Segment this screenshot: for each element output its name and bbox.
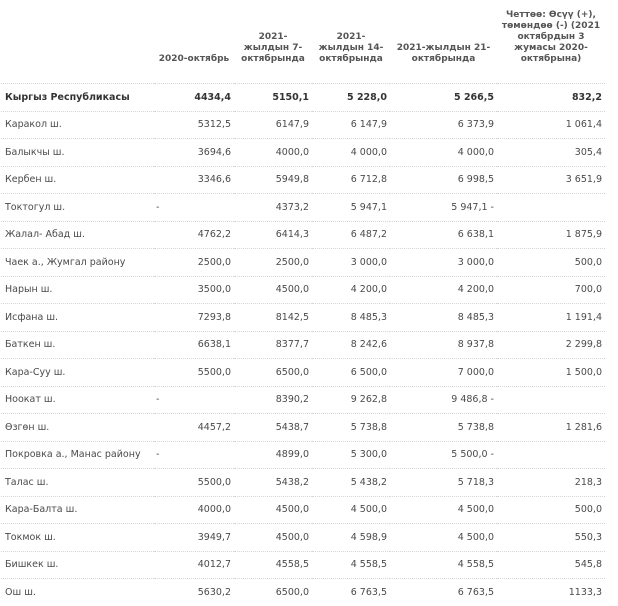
header-2021-oct-14: 2021-жылдын 14-октябрында	[318, 32, 384, 64]
table-row	[1, 304, 605, 332]
value-oct21-cell: 5 500,0 -	[390, 441, 497, 469]
header-2020-october: 2020-октябрь	[158, 54, 230, 64]
value-2020-cell: 3346,6	[154, 166, 234, 194]
value-oct14-cell: 4 598,9	[312, 524, 390, 552]
value-2020-cell: 4762,2	[154, 221, 234, 249]
location-cell: Исфана ш.	[1, 304, 154, 332]
location-cell: Чаек а., Жумгал району	[1, 249, 154, 277]
deviation-cell: 832,2	[497, 84, 605, 112]
value-oct14-cell: 4 500,0	[312, 496, 390, 524]
value-2020-cell: 3949,7	[154, 524, 234, 552]
value-oct7-cell: 8142,5	[234, 304, 312, 332]
deviation-cell: 1 061,4	[497, 111, 605, 139]
value-2020-cell: 2500,0	[154, 249, 234, 277]
value-oct7-cell: 8377,7	[234, 331, 312, 359]
location-cell: Жалал- Абад ш.	[1, 221, 154, 249]
deviation-cell: 305,4	[497, 139, 605, 167]
value-2020-cell: -	[154, 386, 234, 414]
table-row	[1, 331, 605, 359]
value-oct14-cell: 5 228,0	[312, 84, 390, 112]
location-cell: Кыргыз Республикасы	[1, 84, 154, 112]
deviation-cell: 2 299,8	[497, 331, 605, 359]
location-cell: Кара-Балта ш.	[1, 496, 154, 524]
header-2021-oct-21: 2021-жылдын 21-октябрында	[396, 43, 491, 64]
value-oct14-cell: 5 947,1	[312, 194, 390, 222]
value-2020-cell: 7293,8	[154, 304, 234, 332]
value-oct21-cell: 8 937,8	[390, 331, 497, 359]
value-oct7-cell: 6500,0	[234, 359, 312, 387]
value-oct7-cell: 6500,0	[234, 579, 312, 606]
value-oct14-cell: 5 738,8	[312, 414, 390, 442]
value-oct21-cell: 6 373,9	[390, 111, 497, 139]
value-oct7-cell: 5438,7	[234, 414, 312, 442]
value-oct21-cell: 7 000,0	[390, 359, 497, 387]
value-2020-cell: 5500,0	[154, 469, 234, 497]
table-row	[1, 441, 605, 469]
deviation-cell: 1 875,9	[497, 221, 605, 249]
value-oct21-cell: 5 266,5	[390, 84, 497, 112]
table-row	[1, 359, 605, 387]
table-row	[1, 276, 605, 304]
value-2020-cell: -	[154, 194, 234, 222]
location-cell: Талас ш.	[1, 469, 154, 497]
location-cell: Кара-Суу ш.	[1, 359, 154, 387]
table-row	[1, 194, 605, 222]
value-2020-cell: -	[154, 441, 234, 469]
table-row	[1, 579, 605, 606]
value-oct14-cell: 6 500,0	[312, 359, 390, 387]
deviation-cell: 545,8	[497, 551, 605, 579]
value-oct21-cell: 8 485,3	[390, 304, 497, 332]
value-2020-cell: 4012,7	[154, 551, 234, 579]
value-2020-cell: 5312,5	[154, 111, 234, 139]
header-2021-oct-7: 2021-жылдын 7-октябрында	[241, 32, 305, 64]
location-cell: Токтогул ш.	[1, 194, 154, 222]
deviation-cell: 218,3	[497, 469, 605, 497]
value-oct21-cell: 4 500,0	[390, 496, 497, 524]
value-oct21-cell: 6 638,1	[390, 221, 497, 249]
location-cell: Балыкчы ш.	[1, 139, 154, 167]
deviation-cell	[497, 386, 605, 414]
value-2020-cell: 5630,2	[154, 579, 234, 606]
value-oct21-cell: 9 486,8 -	[390, 386, 497, 414]
header-deviation: Четтөө: Өсүү (+), төмөндөө (-) (2021 октябрдын 3 жумасы 2020-октябрына)	[501, 10, 601, 64]
deviation-cell: 1133,3	[497, 579, 605, 606]
deviation-cell: 550,3	[497, 524, 605, 552]
table-row	[1, 524, 605, 552]
deviation-cell: 3 651,9	[497, 166, 605, 194]
table-body	[1, 84, 605, 606]
value-oct7-cell: 5438,2	[234, 469, 312, 497]
deviation-cell: 1 500,0	[497, 359, 605, 387]
table-row	[1, 386, 605, 414]
value-oct14-cell: 4 000,0	[312, 139, 390, 167]
value-oct7-cell: 5150,1	[234, 84, 312, 112]
value-2020-cell: 4457,2	[154, 414, 234, 442]
deviation-cell: 500,0	[497, 249, 605, 277]
location-cell: Покровка а., Манас району	[1, 441, 154, 469]
value-oct14-cell: 8 242,6	[312, 331, 390, 359]
value-oct7-cell: 2500,0	[234, 249, 312, 277]
value-oct21-cell: 4 558,5	[390, 551, 497, 579]
deviation-cell: 1 281,6	[497, 414, 605, 442]
location-cell: Нарын ш.	[1, 276, 154, 304]
value-oct21-cell: 4 500,0	[390, 524, 497, 552]
value-oct21-cell: 3 000,0	[390, 249, 497, 277]
table-row	[1, 249, 605, 277]
table-row	[1, 221, 605, 249]
deviation-cell	[497, 194, 605, 222]
location-cell: Каракол ш.	[1, 111, 154, 139]
value-oct21-cell: 5 718,3	[390, 469, 497, 497]
value-oct7-cell: 4500,0	[234, 496, 312, 524]
value-oct14-cell: 8 485,3	[312, 304, 390, 332]
value-oct14-cell: 5 438,2	[312, 469, 390, 497]
location-cell: Бишкек ш.	[1, 551, 154, 579]
value-2020-cell: 4434,4	[154, 84, 234, 112]
location-cell: Ош ш.	[1, 579, 154, 606]
table-row	[1, 469, 605, 497]
table-row	[1, 139, 605, 167]
value-oct21-cell: 4 000,0	[390, 139, 497, 167]
value-oct14-cell: 6 487,2	[312, 221, 390, 249]
value-oct14-cell: 4 558,5	[312, 551, 390, 579]
table-row	[1, 414, 605, 442]
value-oct7-cell: 4000,0	[234, 139, 312, 167]
value-2020-cell: 4000,0	[154, 496, 234, 524]
value-oct21-cell: 5 738,8	[390, 414, 497, 442]
value-oct7-cell: 6414,3	[234, 221, 312, 249]
value-oct14-cell: 4 200,0	[312, 276, 390, 304]
location-cell: Ноокат ш.	[1, 386, 154, 414]
value-oct7-cell: 4500,0	[234, 276, 312, 304]
value-oct14-cell: 5 300,0	[312, 441, 390, 469]
price-table	[1, 0, 605, 606]
value-oct21-cell: 6 763,5	[390, 579, 497, 606]
value-oct7-cell: 4373,2	[234, 194, 312, 222]
value-oct7-cell: 4899,0	[234, 441, 312, 469]
deviation-cell	[497, 441, 605, 469]
deviation-cell: 1 191,4	[497, 304, 605, 332]
table-row	[1, 496, 605, 524]
value-oct21-cell: 5 947,1 -	[390, 194, 497, 222]
value-oct7-cell: 6147,9	[234, 111, 312, 139]
value-2020-cell: 5500,0	[154, 359, 234, 387]
header-location	[1, 0, 154, 84]
value-oct21-cell: 6 998,5	[390, 166, 497, 194]
table-row	[1, 551, 605, 579]
location-cell: Кербен ш.	[1, 166, 154, 194]
value-2020-cell: 3500,0	[154, 276, 234, 304]
value-oct7-cell: 4558,5	[234, 551, 312, 579]
value-oct7-cell: 5949,8	[234, 166, 312, 194]
location-cell: Баткен ш.	[1, 331, 154, 359]
value-oct7-cell: 8390,2	[234, 386, 312, 414]
value-oct14-cell: 6 712,8	[312, 166, 390, 194]
deviation-cell: 700,0	[497, 276, 605, 304]
value-2020-cell: 6638,1	[154, 331, 234, 359]
value-2020-cell: 3694,6	[154, 139, 234, 167]
value-oct14-cell: 6 147,9	[312, 111, 390, 139]
table-header-row	[1, 0, 605, 84]
deviation-cell: 500,0	[497, 496, 605, 524]
location-cell: Токмок ш.	[1, 524, 154, 552]
value-oct21-cell: 4 200,0	[390, 276, 497, 304]
value-oct14-cell: 6 763,5	[312, 579, 390, 606]
location-cell: Өзгөн ш.	[1, 414, 154, 442]
value-oct14-cell: 9 262,8	[312, 386, 390, 414]
table-row	[1, 84, 605, 112]
value-oct14-cell: 3 000,0	[312, 249, 390, 277]
value-oct7-cell: 4500,0	[234, 524, 312, 552]
table-row	[1, 111, 605, 139]
table-row	[1, 166, 605, 194]
